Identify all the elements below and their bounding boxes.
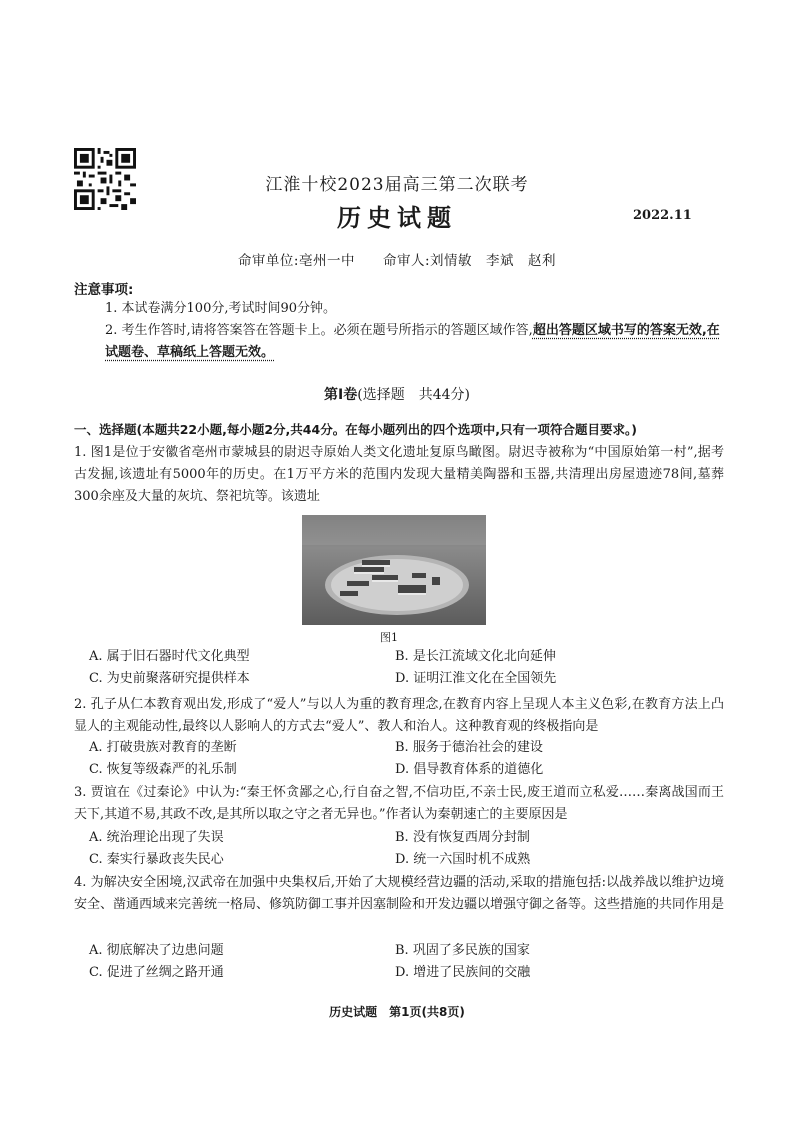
q1-option-b[interactable]: B. 是长江流域文化北向延伸 bbox=[395, 649, 556, 664]
q4-option-d[interactable]: D. 增进了民族间的交融 bbox=[395, 965, 531, 980]
notice-item-2 bbox=[105, 320, 725, 364]
question-3-stem: 3. 贾谊在《过秦论》中认为:“秦王怀贪鄙之心,行自奋之智,不信功臣,不亲士民,废王道而立私爱……秦离战国而王天下,其道不易,其政不改,是其所以取之守之者无异也。”作者认为秦朝速亡的主要原因是 bbox=[74, 785, 724, 822]
figure-caption: 图1 bbox=[380, 631, 398, 644]
q4-option-c[interactable]: C. 促进了丝绸之路开通 bbox=[89, 965, 224, 980]
exam-makers: 命审单位:亳州一中 命审人:刘情敏 李斌 赵利 bbox=[237, 253, 557, 269]
page-footer: 历史试题 第1页(共8页) bbox=[329, 1005, 465, 1019]
part-description: (选择题 共44分) bbox=[357, 387, 470, 403]
exam-date: 2022.11 bbox=[633, 208, 692, 223]
site-reconstruction-photo bbox=[302, 515, 486, 625]
subject-title: 历史试题 bbox=[337, 204, 457, 232]
q1-option-a[interactable]: A. 属于旧石器时代文化典型 bbox=[89, 649, 250, 664]
q1-option-d[interactable]: D. 证明江淮文化在全国领先 bbox=[395, 671, 557, 686]
section-heading: 一、选择题(本题共22小题,每小题2分,共44分。在每小题列出的四个选项中,只有一项符合题目要求。) bbox=[74, 422, 637, 437]
notice-heading: 注意事项: bbox=[74, 282, 134, 298]
exam-title: 江淮十校2023届高三第二次联考 bbox=[265, 175, 529, 195]
notice-item-1: 1. 本试卷满分100分,考试时间90分钟。 bbox=[105, 301, 337, 316]
q2-option-d[interactable]: D. 倡导教育体系的道德化 bbox=[395, 762, 544, 777]
q3-option-a[interactable]: A. 统治理论出现了失误 bbox=[89, 830, 224, 845]
q4-option-a[interactable]: A. 彻底解决了边患问题 bbox=[89, 943, 224, 958]
q2-option-b[interactable]: B. 服务于德治社会的建设 bbox=[395, 740, 543, 755]
q2-option-a[interactable]: A. 打破贵族对教育的垄断 bbox=[89, 740, 237, 755]
notice-item-2-text: 2. 考生作答时,请将答案答在答题卡上。必须在题号所指示的答题区域作答, bbox=[105, 323, 533, 338]
q3-option-b[interactable]: B. 没有恢复西周分封制 bbox=[395, 830, 530, 845]
part-number: 第Ⅰ卷 bbox=[324, 387, 358, 403]
q2-option-c[interactable]: C. 恢复等级森严的礼乐制 bbox=[89, 762, 237, 777]
notice-item-2-emphasis: 超出答题区域书写的答案无效,在试题卷、草稿纸上答题无效。 bbox=[105, 323, 720, 360]
q3-option-d[interactable]: D. 统一六国时机不成熟 bbox=[395, 852, 531, 867]
part-title bbox=[0, 384, 794, 404]
q4-option-b[interactable]: B. 巩固了多民族的国家 bbox=[395, 943, 530, 958]
question-1-stem: 1. 图1是位于安徽省亳州市蒙城县的尉迟寺原始人类文化遗址复原鸟瞰图。尉迟寺被称为“中国原始第一村”,据考古发掘,该遗址有5000年的历史。在1万平方米的范围内发现大量精美陶器和玉器,共清理出房屋遗迹78间,墓葬300余座及大量的灰坑、祭祀坑等。该遗址 bbox=[74, 445, 724, 504]
q1-option-c[interactable]: C. 为史前聚落研究提供样本 bbox=[89, 671, 250, 686]
q3-option-c[interactable]: C. 秦实行暴政丧失民心 bbox=[89, 852, 224, 867]
question-2-stem: 2. 孔子从仁本教育观出发,形成了“爱人”与以人为重的教育理念,在教育内容上呈现人本主义色彩,在教育方法上凸显人的主观能动性,最终以人影响人的方式去“爱人”、教人和治人。这种教育观的终极指向是 bbox=[74, 697, 724, 734]
question-4-stem: 4. 为解决安全困境,汉武帝在加强中央集权后,开始了大规模经营边疆的活动,采取的措施包括:以战养战以维护边境安全、凿通西域来完善统一格局、修筑防御工事并因塞制险和开发边疆以增强守御之备等。这些措施的共同作用是 bbox=[74, 875, 725, 912]
